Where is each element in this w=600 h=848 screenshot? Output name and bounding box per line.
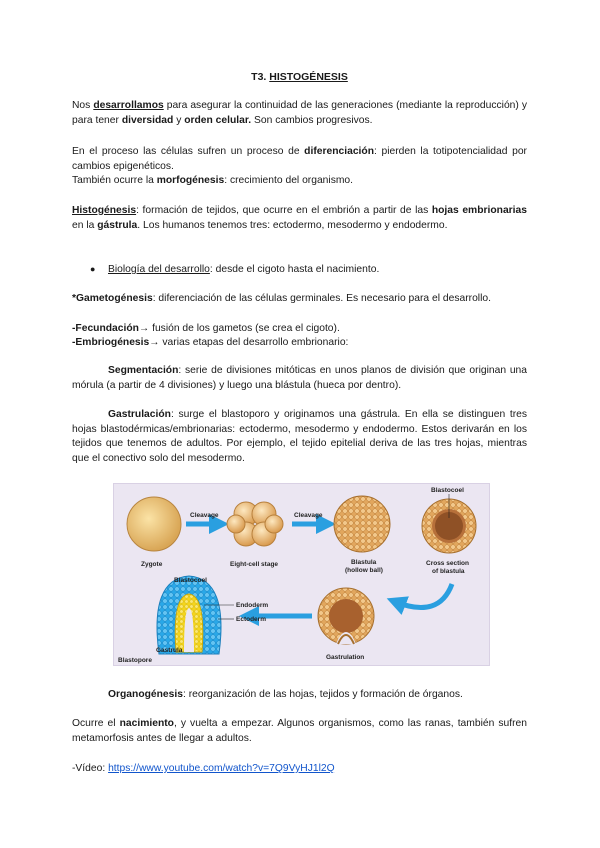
blastopore-label: Blastopore [118,657,152,664]
gastrulation-shape [318,588,374,644]
diferenciacion-paragraph: En el proceso las células sufren un proceso de diferenciación: pierden la totipotencialidad por cambios epigenéticos. También ocurre la morfogénesis: crecimiento del organismo. [72,146,527,186]
cross-section-label: Cross section [426,560,469,567]
gastrulation-label: Gastrulation [326,654,365,661]
fecundacion-line: -Fecundación→ fusión de los gametos (se crea el cigoto). [72,323,340,334]
blastocoel-left-label: Blastocoel [174,577,207,584]
page-title: T3. HISTOGÉNESIS [251,71,348,83]
ectoderm-label: Ectoderm [236,616,266,623]
histogenesis-paragraph: Histogénesis: formación de tejidos, que ocurre en el embrión a partir de las hojas embrionarias en la gástrula. Los humanos tenemos tres: ectodermo, mesodermo y endodermo. [72,205,528,231]
zygote-shape [127,497,181,551]
segmentacion-paragraph: Segmentación: serie de divisiones mitóticas en unos planos de división que originan una mórula (a partir de 4 divisiones) y luego una blástula (hueca por dentro). [72,365,527,391]
cross-section-sublabel: of blastula [432,568,465,575]
gastrula-label: Gastrula [156,647,183,654]
endoderm-label: Endoderm [236,602,269,609]
eight-cell-label: Eight-cell stage [230,561,279,568]
title-main: HISTOGÉNESIS [269,71,348,83]
blastocoel-top-label: Blastocoel [431,487,464,494]
gastrulacion-paragraph: Gastrulación: surge el blastoporo y originamos una gástrula. En ella se distinguen tres hojas blastodérmicas/embrionarias: ectodermo, mesodermo y endodermo. Estos derivarán en los tejidos que tenemos de adultos. Por ejemplo, el tejido epitelial deriva de las tres hojas, mientras que el conectivo solo del mesodermo. [72,409,527,464]
blastula-shape [334,496,390,552]
embryo-diagram [114,484,489,665]
bullet-item: Biología del desarrollo: desde el cigoto hasta el nacimiento. [108,264,380,275]
blastula-sublabel: (hollow ball) [345,567,383,574]
video-line: -Vídeo: https://www.youtube.com/watch?v=7Q9VyHJ1l2Q [72,763,335,774]
gametogenesis-paragraph: *Gametogénesis: diferenciación de las células germinales. Es necesario para el desarrollo. [72,293,491,304]
arrow-curved [396,584,452,608]
eight-cell-shape [227,502,283,546]
intro-paragraph: Nos desarrollamos para asegurar la continuidad de las generaciones (mediante la reproducción) y para tener diversidad y orden celular. Son cambios progresivos. [72,100,527,126]
zygote-label: Zygote [141,561,163,568]
gastrula-shape [157,576,221,654]
embriogenesis-line: -Embriogénesis→ varias etapas del desarrollo embrionario: [72,337,349,348]
organogenesis-paragraph: Organogénesis: reorganización de las hojas, tejidos y formación de órganos. [108,689,463,700]
cleavage-label-2: Cleavage [294,512,323,519]
blastula-label: Blastula [351,559,377,566]
nacimiento-paragraph: Ocurre el nacimiento, y vuelta a empezar. Algunos organismos, como las ranas, también sufren metamorfosis antes de llegar a adultos. [72,718,527,744]
cleavage-label-1: Cleavage [190,512,219,519]
embryo-development-figure [113,483,490,666]
video-link[interactable]: https://www.youtube.com/watch?v=7Q9VyHJ1l2Q [108,763,335,774]
bullet-icon: ● [90,264,96,274]
